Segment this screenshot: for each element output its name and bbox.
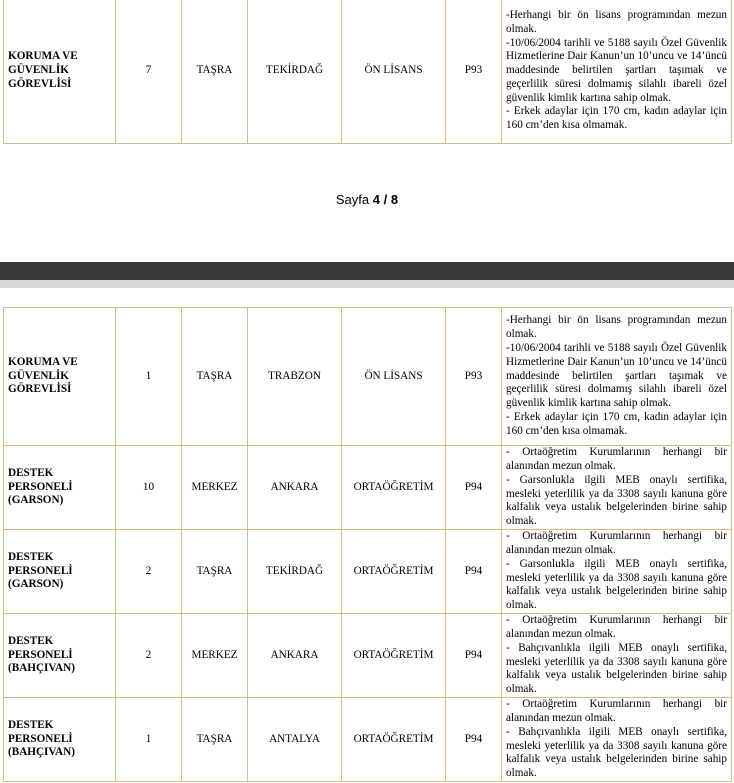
unit-type: TAŞRA <box>196 64 233 77</box>
positions-table-page-4 <box>3 0 732 144</box>
city-name: TEKİRDAĞ <box>265 564 324 577</box>
requirements-cell <box>502 446 732 530</box>
requirement-item: - Bahçıvanlıkla ilgili MEB onaylı sertifika, mesleki yeterlilik ya da 3308 sayılı kanuna göre kalfalık veya ustalık belgelerinden birine sahip olmak. <box>506 641 727 696</box>
unit-type: MERKEZ <box>191 648 238 661</box>
requirement-item: - Erkek adaylar için 170 cm, kadın adaylar için 160 cm’den kısa olmamak. <box>506 105 727 132</box>
position-code: P94 <box>464 732 483 745</box>
position-count: 2 <box>145 564 152 577</box>
city-name-cell <box>248 698 342 782</box>
position-title-line: PERSONELİ <box>8 648 73 661</box>
position-count: 10 <box>142 480 155 493</box>
position-code-cell <box>446 0 502 144</box>
page-break-divider <box>0 262 734 280</box>
education-level: ORTAÖĞRETİM <box>353 480 434 493</box>
unit-type: TAŞRA <box>196 369 233 382</box>
education-level: ORTAÖĞRETİM <box>353 732 434 745</box>
requirement-item: -Herhangi bir ön lisans programından mezun olmak. <box>506 8 727 35</box>
position-title-cell <box>4 614 116 698</box>
position-title-line: DESTEK <box>8 550 54 563</box>
table-row <box>4 308 732 446</box>
position-code: P93 <box>464 369 483 382</box>
position-count-cell <box>116 530 182 614</box>
unit-type-cell <box>182 446 248 530</box>
position-code-cell <box>446 614 502 698</box>
city-name: TRABZON <box>268 369 321 382</box>
requirement-item: -10/06/2004 tarihli ve 5188 sayılı Özel Güvenlik Hizmetlerine Dair Kanun’un 10’uncu ve 14’üncü maddesinde belirtilen şartları taşımak ve geçerlilik süresi dolmamış silahlı ibareli özel güvenlik kimlik kartına sahip olmak. <box>506 36 727 104</box>
position-code-cell <box>446 530 502 614</box>
table-row <box>4 446 732 530</box>
requirement-item: - Ortaöğretim Kurumlarının herhangi bir alanından mezun olmak. <box>506 614 727 640</box>
position-code: P94 <box>464 564 483 577</box>
education-level: ÖN LİSANS <box>364 64 423 77</box>
table-row <box>4 0 732 144</box>
table-row <box>4 698 732 782</box>
position-title-line: GÜVENLİK <box>8 369 69 382</box>
position-title-line: GÖREVLİSİ <box>8 77 72 90</box>
education-level-cell <box>342 698 446 782</box>
city-name-cell <box>248 308 342 446</box>
position-title-line: DESTEK <box>8 718 54 731</box>
page-number <box>0 192 734 207</box>
education-level-cell <box>342 446 446 530</box>
position-count-cell <box>116 446 182 530</box>
education-level-cell <box>342 530 446 614</box>
requirements-cell <box>502 614 732 698</box>
unit-type: TAŞRA <box>196 732 233 745</box>
requirements-cell <box>502 0 732 144</box>
unit-type-cell <box>182 614 248 698</box>
position-code-cell <box>446 698 502 782</box>
education-level: ÖN LİSANS <box>364 369 423 382</box>
city-name-cell <box>248 446 342 530</box>
position-title-line: DESTEK <box>8 466 54 479</box>
position-title-line: PERSONELİ <box>8 564 73 577</box>
position-code: P94 <box>464 648 483 661</box>
requirement-item: - Ortaöğretim Kurumlarının herhangi bir alanından mezun olmak. <box>506 698 727 724</box>
position-title-line: GÖREVLİSİ <box>8 383 72 396</box>
table-row <box>4 530 732 614</box>
education-level-cell <box>342 614 446 698</box>
unit-type-cell <box>182 0 248 144</box>
education-level: ORTAÖĞRETİM <box>353 648 434 661</box>
requirement-item: - Ortaöğretim Kurumlarının herhangi bir alanından mezun olmak. <box>506 446 727 472</box>
city-name: TEKİRDAĞ <box>265 64 324 77</box>
position-title-cell <box>4 446 116 530</box>
page-separator: / <box>383 192 388 207</box>
city-name: ANTALYA <box>269 732 320 745</box>
position-title-line: (BAHÇIVAN) <box>8 662 75 675</box>
page-total: 8 <box>390 192 399 207</box>
position-title-line: PERSONELİ <box>8 732 73 745</box>
city-name-cell <box>248 0 342 144</box>
table-row <box>4 614 732 698</box>
position-code-cell <box>446 308 502 446</box>
position-count: 7 <box>145 64 152 77</box>
requirement-item: - Ortaöğretim Kurumlarının herhangi bir alanından mezun olmak. <box>506 530 727 556</box>
position-title-cell <box>4 530 116 614</box>
position-title-cell <box>4 0 116 144</box>
requirement-item: -Herhangi bir ön lisans programından mezun olmak. <box>506 314 727 341</box>
unit-type: MERKEZ <box>191 480 238 493</box>
unit-type: TAŞRA <box>196 564 233 577</box>
position-code: P94 <box>464 480 483 493</box>
position-count-cell <box>116 308 182 446</box>
education-level-cell <box>342 0 446 144</box>
requirements-cell <box>502 698 732 782</box>
position-count: 1 <box>145 369 152 382</box>
education-level-cell <box>342 308 446 446</box>
position-title-line: GÜVENLİK <box>8 64 69 77</box>
position-title-line: KORUMA VE <box>8 355 78 368</box>
position-count-cell <box>116 0 182 144</box>
position-title-line: (GARSON) <box>8 494 64 507</box>
city-name-cell <box>248 530 342 614</box>
requirement-item: - Erkek adaylar için 170 cm, kadın adaylar için 160 cm’den kısa olmamak. <box>506 410 727 437</box>
position-title-cell <box>4 308 116 446</box>
position-title-line: (GARSON) <box>8 578 64 591</box>
requirements-cell <box>502 308 732 446</box>
unit-type-cell <box>182 698 248 782</box>
position-title-line: PERSONELİ <box>8 480 73 493</box>
position-count-cell <box>116 698 182 782</box>
position-count-cell <box>116 614 182 698</box>
position-code: P93 <box>464 64 483 77</box>
unit-type-cell <box>182 308 248 446</box>
position-count: 1 <box>145 732 152 745</box>
unit-type-cell <box>182 530 248 614</box>
page-break-gap <box>0 280 734 288</box>
city-name: ANKARA <box>270 480 319 493</box>
position-title-line: KORUMA VE <box>8 50 78 63</box>
page-current: 4 <box>372 192 380 207</box>
position-code-cell <box>446 446 502 530</box>
requirement-item: - Garsonlukla ilgili MEB onaylı sertifika, mesleki yeterlilik ya da 3308 sayılı kanuna göre kalfalık veya ustalık belgelerinden birine sahip olmak. <box>506 473 727 528</box>
requirement-item: -10/06/2004 tarihli ve 5188 sayılı Özel Güvenlik Hizmetlerine Dair Kanun’un 10’uncu ve 14’üncü maddesinde belirtilen şartları taşımak ve geçerlilik süresi dolmamış silahlı ibareli özel güvenlik kimlik kartına sahip olmak. <box>506 342 727 410</box>
position-count: 2 <box>145 648 152 661</box>
requirement-item: - Bahçıvanlıkla ilgili MEB onaylı sertifika, mesleki yeterlilik ya da 3308 sayılı kanuna göre kalfalık veya ustalık belgelerinden birine sahip olmak. <box>506 725 727 780</box>
position-title-line: DESTEK <box>8 634 54 647</box>
requirement-item: - Garsonlukla ilgili MEB onaylı sertifika, mesleki yeterlilik ya da 3308 sayılı kanuna göre kalfalık veya ustalık belgelerinden birine sahip olmak. <box>506 557 727 612</box>
position-title-line: (BAHÇIVAN) <box>8 746 75 759</box>
requirements-cell <box>502 530 732 614</box>
position-title-cell <box>4 698 116 782</box>
city-name-cell <box>248 614 342 698</box>
education-level: ORTAÖĞRETİM <box>353 564 434 577</box>
positions-table-page-5 <box>3 307 732 782</box>
city-name: ANKARA <box>270 648 319 661</box>
page-label: Sayfa <box>335 192 370 207</box>
